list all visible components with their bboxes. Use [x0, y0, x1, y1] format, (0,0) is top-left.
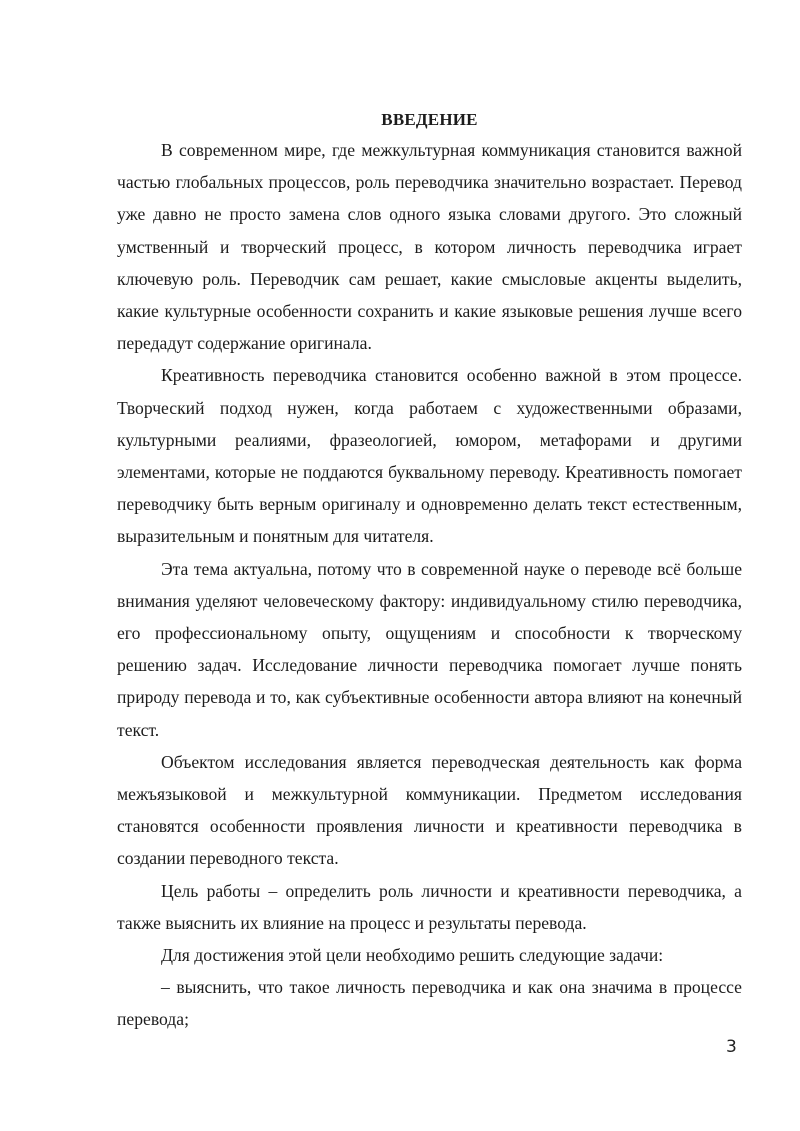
paragraph-intro: В современном мире, где межкультурная коммуникация становится важной частью глобальных процессов, роль переводчика значительно возрастает. Перевод уже давно не просто замена слов одного языка словами другого. Это сложный умственный и творческий процесс, в котором личность переводчика играет ключевую роль. Переводчик сам решает, какие смысловые акценты выделить, какие культурные особенности сохранить и какие языковые решения лучше всего передадут содержание оригинала. — [117, 140, 742, 354]
paragraph-creativity: Креативность переводчика становится особенно важной в этом процессе. Творческий подход нужен, когда работаем с художественными образами, культурными реалиями, фразеологией, юмором, метафорами и другими элементами, которые не поддаются буквальному переводу. Креативность помогает переводчику быть верным оригиналу и одновременно делать текст естественным, выразительным и понятным для читателя. — [117, 365, 742, 547]
paragraph-tasks-intro: Для достижения этой цели необходимо решить следующие задачи: — [161, 945, 664, 966]
paragraph-object-subject: Объектом исследования является переводческая деятельность как форма межъязыковой и межкультурной коммуникации. Предметом исследования становятся особенности проявления личности и креативности переводчика в создании переводного текста. — [117, 751, 742, 869]
section-heading: ВВЕДЕНИЕ — [381, 110, 478, 129]
page-number: 3 — [726, 1037, 737, 1057]
paragraph-goal: Цель работы – определить роль личности и креативности переводчика, а также выяснить их влияние на процесс и результаты перевода. — [117, 880, 742, 933]
document-body — [117, 106, 742, 1036]
paragraph-relevance: Эта тема актуальна, потому что в современной науке о переводе всё больше внимания уделяют человеческому фактору: индивидуальному стилю переводчика, его профессиональному опыту, ощущениям и способности к творческому решению задач. Исследование личности переводчика помогает лучше понять природу перевода и то, как субъективные особенности автора влияют на конечный текст. — [117, 558, 742, 740]
paragraph-task-item: – выяснить, что такое личность переводчика и как она значима в процессе перевода; — [117, 977, 742, 1030]
